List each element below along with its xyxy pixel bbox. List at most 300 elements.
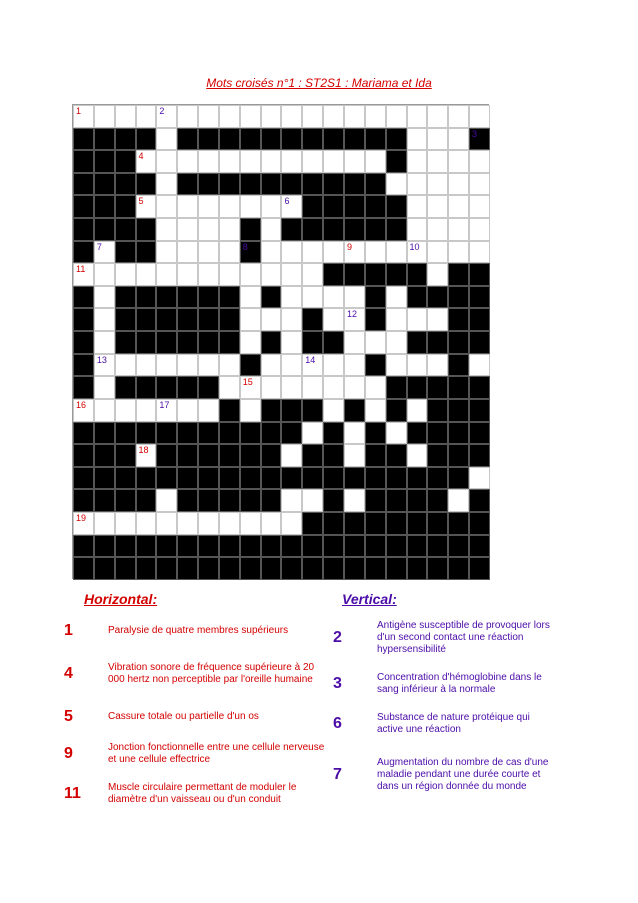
grid-cell[interactable] [73,399,94,422]
grid-cell[interactable] [448,150,469,173]
grid-cell[interactable] [94,512,115,535]
grid-cell[interactable] [469,173,490,196]
grid-cell[interactable] [261,376,282,399]
grid-cell[interactable] [156,150,177,173]
grid-cell[interactable] [94,399,115,422]
grid-cell[interactable] [198,354,219,377]
grid-cell[interactable] [302,489,323,512]
grid-cell[interactable] [219,241,240,264]
grid-cell[interactable] [261,150,282,173]
grid-cell[interactable] [281,263,302,286]
grid-cell-black [156,376,177,399]
clue-number-label: 19 [76,512,87,523]
grid-cell[interactable] [136,195,157,218]
grid-cell-black [136,535,157,558]
grid-cell[interactable] [198,399,219,422]
grid-cell-black [198,286,219,309]
grid-cell-black [115,467,136,490]
grid-cell[interactable] [198,150,219,173]
grid-cell[interactable] [94,286,115,309]
grid-cell[interactable] [302,422,323,445]
grid-cell[interactable] [94,105,115,128]
grid-cell[interactable] [323,150,344,173]
grid-cell-black [344,557,365,580]
grid-cell[interactable] [323,399,344,422]
horizontal-heading: Horizontal: [84,591,158,607]
grid-cell[interactable] [302,376,323,399]
grid-cell[interactable] [261,354,282,377]
grid-cell[interactable] [365,376,386,399]
grid-cell-black [177,422,198,445]
grid-cell-black [365,263,386,286]
grid-cell[interactable] [219,105,240,128]
grid-cell[interactable] [344,354,365,377]
grid-cell[interactable] [427,354,448,377]
grid-cell[interactable] [136,399,157,422]
grid-cell[interactable] [136,512,157,535]
grid-cell[interactable] [177,150,198,173]
grid-cell[interactable] [240,105,261,128]
grid-cell[interactable] [407,150,428,173]
clue-number-label: 10 [409,241,420,252]
grid-cell[interactable] [302,286,323,309]
grid-cell[interactable] [427,218,448,241]
grid-cell[interactable] [427,308,448,331]
grid-cell[interactable] [407,399,428,422]
grid-cell-black [73,128,94,151]
clue-text: Vibration sonore de fréquence supérieure à 20 000 hertz non perceptible par l'oreille humaine [108,662,315,685]
grid-cell[interactable] [94,331,115,354]
grid-cell[interactable] [281,512,302,535]
grid-cell-black [407,489,428,512]
grid-cell[interactable] [427,263,448,286]
grid-cell[interactable] [302,150,323,173]
grid-cell[interactable] [281,354,302,377]
grid-cell-black [73,422,94,445]
grid-cell[interactable] [427,128,448,151]
grid-cell[interactable] [177,105,198,128]
grid-cell-black [94,128,115,151]
grid-cell[interactable] [323,376,344,399]
grid-cell-black [302,467,323,490]
grid-cell-black [73,376,94,399]
grid-cell[interactable] [386,173,407,196]
grid-cell[interactable] [281,489,302,512]
grid-cell-black [281,218,302,241]
grid-cell[interactable] [198,195,219,218]
grid-cell[interactable] [177,218,198,241]
clue-number: 2 [333,629,342,646]
grid-cell[interactable] [469,195,490,218]
grid-cell[interactable] [365,241,386,264]
grid-cell-black [261,286,282,309]
grid-cell[interactable] [323,105,344,128]
vertical-clue [333,748,555,802]
grid-cell[interactable] [198,263,219,286]
grid-cell-black [136,422,157,445]
grid-cell[interactable] [281,241,302,264]
grid-cell[interactable] [177,195,198,218]
grid-cell-black [407,422,428,445]
grid-cell-black [448,331,469,354]
grid-cell[interactable] [407,308,428,331]
grid-cell[interactable] [386,105,407,128]
grid-cell-black [240,489,261,512]
grid-cell-black [115,331,136,354]
grid-cell-black [427,535,448,558]
grid-cell[interactable] [94,241,115,264]
grid-cell[interactable] [386,308,407,331]
grid-cell-black [156,331,177,354]
grid-cell[interactable] [302,105,323,128]
grid-cell[interactable] [94,263,115,286]
grid-cell[interactable] [240,263,261,286]
clue-number-label: 7 [96,241,102,252]
grid-cell[interactable] [386,241,407,264]
clue-number-label: 18 [138,445,149,456]
grid-cell[interactable] [281,286,302,309]
grid-cell[interactable] [427,195,448,218]
grid-cell[interactable] [240,331,261,354]
grid-cell-black [136,489,157,512]
grid-cell-black [344,535,365,558]
grid-cell[interactable] [177,241,198,264]
grid-cell[interactable] [281,195,302,218]
grid-cell-black [448,308,469,331]
grid-cell[interactable] [261,105,282,128]
grid-cell[interactable] [136,444,157,467]
grid-cell-black [469,422,490,445]
grid-cell-black [115,444,136,467]
grid-cell-black [73,195,94,218]
grid-cell[interactable] [323,241,344,264]
grid-cell-black [365,535,386,558]
grid-cell[interactable] [302,263,323,286]
grid-cell-black [94,218,115,241]
grid-cell-black [386,512,407,535]
grid-cell-black [198,467,219,490]
horizontal-clue [64,780,326,808]
grid-cell[interactable] [261,263,282,286]
vertical-clue [333,618,555,658]
grid-cell-black [386,489,407,512]
grid-cell[interactable] [240,286,261,309]
grid-cell-black [323,331,344,354]
grid-cell[interactable] [261,308,282,331]
grid-cell[interactable] [344,422,365,445]
grid-cell-black [302,512,323,535]
grid-cell-black [240,467,261,490]
grid-cell[interactable] [156,263,177,286]
grid-cell-black [94,422,115,445]
grid-cell-black [427,557,448,580]
grid-cell[interactable] [365,150,386,173]
grid-cell[interactable] [344,286,365,309]
grid-cell-black [469,444,490,467]
grid-cell[interactable] [240,308,261,331]
grid-cell-black [198,331,219,354]
grid-cell[interactable] [94,308,115,331]
vertical-heading: Vertical: [342,591,397,607]
grid-cell[interactable] [344,308,365,331]
horizontal-clue [64,654,326,694]
grid-cell[interactable] [302,354,323,377]
grid-cell[interactable] [448,218,469,241]
grid-cell[interactable] [344,241,365,264]
grid-cell[interactable] [302,241,323,264]
grid-cell[interactable] [407,444,428,467]
grid-cell-black [156,557,177,580]
clue-text: Antigène susceptible de provoquer lors d'un second contact une réaction hypersensibilité [377,620,550,655]
page-title: Mots croisés n°1 : ST2S1 : Mariama et Ida [206,76,432,90]
grid-cell[interactable] [469,354,490,377]
grid-cell[interactable] [448,489,469,512]
grid-cell-black [323,467,344,490]
grid-cell-black [448,557,469,580]
grid-cell-black [407,286,428,309]
grid-cell[interactable] [407,195,428,218]
grid-cell[interactable] [240,150,261,173]
grid-cell[interactable] [136,105,157,128]
grid-cell[interactable] [240,512,261,535]
grid-cell[interactable] [469,150,490,173]
grid-cell[interactable] [344,150,365,173]
grid-cell-black [344,195,365,218]
grid-cell[interactable] [427,150,448,173]
grid-cell[interactable] [448,105,469,128]
grid-cell-black [386,557,407,580]
grid-cell-black [281,535,302,558]
grid-cell[interactable] [156,105,177,128]
grid-cell[interactable] [219,263,240,286]
grid-cell[interactable] [386,331,407,354]
grid-cell[interactable] [344,105,365,128]
grid-cell[interactable] [219,195,240,218]
grid-cell[interactable] [198,105,219,128]
grid-cell-black [73,557,94,580]
grid-cell-black [219,331,240,354]
grid-cell[interactable] [219,218,240,241]
grid-cell-black [469,512,490,535]
grid-cell[interactable] [323,354,344,377]
grid-cell[interactable] [407,128,428,151]
grid-cell[interactable] [136,354,157,377]
grid-cell[interactable] [136,150,157,173]
grid-cell-black [73,535,94,558]
grid-cell-black [407,467,428,490]
grid-cell[interactable] [365,331,386,354]
grid-cell[interactable] [156,512,177,535]
grid-cell[interactable] [448,173,469,196]
grid-cell-black [323,218,344,241]
grid-cell[interactable] [156,354,177,377]
grid-cell[interactable] [219,512,240,535]
grid-cell[interactable] [198,512,219,535]
grid-cell[interactable] [344,376,365,399]
grid-cell[interactable] [407,354,428,377]
grid-cell[interactable] [240,376,261,399]
grid-cell[interactable] [115,354,136,377]
grid-cell[interactable] [261,218,282,241]
grid-cell[interactable] [407,173,428,196]
clue-number-label: 11 [76,264,86,275]
grid-cell-black [365,195,386,218]
grid-cell-black [323,173,344,196]
grid-cell[interactable] [386,422,407,445]
grid-cell-black [240,218,261,241]
grid-cell-black [219,286,240,309]
grid-cell-black [115,422,136,445]
grid-cell-black [177,308,198,331]
grid-cell[interactable] [469,467,490,490]
grid-cell[interactable] [344,489,365,512]
grid-cell[interactable] [448,128,469,151]
grid-cell-black [302,308,323,331]
grid-cell-black [156,308,177,331]
grid-cell-black [261,399,282,422]
grid-cell-black [177,173,198,196]
clue-text: Concentration d'hémoglobine dans le sang inférieur à la normale [377,672,542,695]
clue-number: 7 [333,766,342,783]
grid-cell[interactable] [407,218,428,241]
grid-cell[interactable] [281,150,302,173]
grid-cell[interactable] [219,376,240,399]
grid-cell-black [177,535,198,558]
grid-cell[interactable] [219,150,240,173]
grid-cell-black [448,512,469,535]
grid-cell-black [115,218,136,241]
grid-cell[interactable] [323,308,344,331]
vertical-clue [333,710,555,738]
grid-cell-black [323,128,344,151]
grid-cell-black [73,308,94,331]
grid-cell-black [302,128,323,151]
grid-cell[interactable] [469,218,490,241]
grid-cell[interactable] [156,195,177,218]
grid-cell-black [448,422,469,445]
grid-cell[interactable] [240,399,261,422]
grid-cell-black [177,286,198,309]
grid-cell-black [386,263,407,286]
grid-cell-black [302,331,323,354]
grid-cell-black [344,263,365,286]
grid-cell-black [94,535,115,558]
grid-cell[interactable] [94,354,115,377]
grid-cell[interactable] [156,399,177,422]
grid-cell[interactable] [344,331,365,354]
grid-cell-black [73,331,94,354]
grid-cell[interactable] [427,173,448,196]
grid-cell[interactable] [281,105,302,128]
grid-cell-black [302,173,323,196]
grid-cell[interactable] [115,105,136,128]
crossword-grid [72,104,489,579]
grid-cell[interactable] [198,218,219,241]
grid-cell[interactable] [115,399,136,422]
grid-cell[interactable] [365,105,386,128]
grid-cell[interactable] [407,105,428,128]
grid-cell-black [448,467,469,490]
grid-cell[interactable] [177,263,198,286]
grid-cell[interactable] [177,512,198,535]
grid-cell[interactable] [386,354,407,377]
grid-cell[interactable] [240,195,261,218]
clue-number-label: 6 [284,196,290,207]
grid-cell[interactable] [115,263,136,286]
grid-cell-black [386,218,407,241]
grid-cell[interactable] [156,173,177,196]
clue-number: 11 [64,785,81,802]
grid-cell[interactable] [427,105,448,128]
grid-cell[interactable] [386,286,407,309]
grid-cell[interactable] [261,512,282,535]
grid-cell[interactable] [469,241,490,264]
grid-cell-black [94,173,115,196]
clue-text: Cassure totale ou partielle d'un os [108,711,259,722]
grid-cell[interactable] [365,399,386,422]
grid-cell[interactable] [177,399,198,422]
grid-cell[interactable] [281,308,302,331]
grid-cell[interactable] [261,195,282,218]
grid-cell[interactable] [136,263,157,286]
grid-cell[interactable] [156,241,177,264]
grid-cell-black [323,444,344,467]
grid-cell-black [136,241,157,264]
grid-cell[interactable] [323,286,344,309]
grid-cell[interactable] [344,444,365,467]
grid-cell-black [302,557,323,580]
grid-cell[interactable] [281,444,302,467]
grid-cell-black [177,376,198,399]
grid-cell-black [156,535,177,558]
grid-cell-black [427,444,448,467]
grid-cell[interactable] [448,195,469,218]
clue-number-label: 16 [76,399,87,410]
grid-cell-black [136,308,157,331]
grid-cell[interactable] [115,512,136,535]
clue-number: 4 [64,665,73,682]
grid-cell-black [198,557,219,580]
grid-cell[interactable] [156,489,177,512]
grid-cell[interactable] [407,241,428,264]
grid-cell[interactable] [219,354,240,377]
grid-cell-black [73,150,94,173]
grid-cell[interactable] [469,105,490,128]
grid-cell[interactable] [73,105,94,128]
grid-cell[interactable] [261,241,282,264]
grid-cell-black [281,467,302,490]
grid-cell[interactable] [94,376,115,399]
grid-cell[interactable] [156,218,177,241]
grid-cell[interactable] [156,128,177,151]
grid-cell[interactable] [198,241,219,264]
grid-cell-black [240,422,261,445]
horizontal-clue [64,740,326,768]
grid-cell[interactable] [177,354,198,377]
grid-cell-black [94,150,115,173]
grid-cell-black [136,467,157,490]
grid-cell[interactable] [427,241,448,264]
grid-cell-black [386,195,407,218]
grid-cell[interactable] [281,376,302,399]
grid-cell[interactable] [281,331,302,354]
grid-cell[interactable] [73,263,94,286]
grid-cell-black [219,557,240,580]
grid-cell[interactable] [448,241,469,264]
grid-cell-black [281,422,302,445]
grid-cell[interactable] [73,512,94,535]
grid-cell-black [407,557,428,580]
